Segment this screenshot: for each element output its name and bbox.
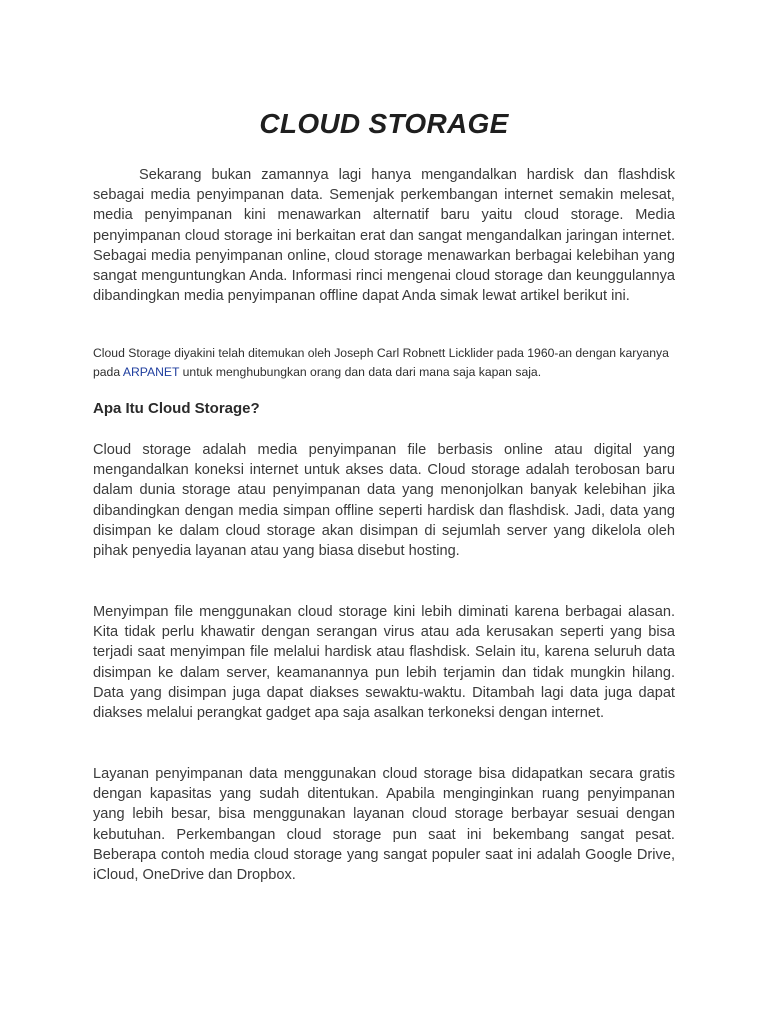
body-paragraph: Cloud storage adalah media penyimpanan file berbasis online atau digital yang mengandalkan koneksi internet untuk akses data. Cloud storage adalah terobosan baru dalam dunia storage atau penyimpanan data yang menonjolkan banyak kelebihan jika dibandingkan dengan media simpan offline seperti hardisk dan flashdisk. Jadi, data yang disimpan ke dalam cloud storage akan disimpan di sejumlah server yang dikelola oleh pihak penyedia layanan atau yang biasa disebut hosting.: [93, 442, 675, 560]
page-title: CLOUD STORAGE: [259, 108, 509, 139]
body-paragraph: Menyimpan file menggunakan cloud storage kini lebih diminati karena berbagai alasan. Kita tidak perlu khawatir dengan serangan virus atau ada kerusakan seperti yang bisa terjadi saat menyimpan file melalui hardisk atau flashdisk. Selain itu, karena seluruh data disimpan ke dalam server, keamanannya pun lebih terjamin dan tidak mungkin hilang. Data yang disimpan juga dapat diakses sewaktu-waktu. Ditambah lagi data juga dapat diakses melalui perangkat gadget apa saja asalkan terkoneksi dengan internet.: [93, 604, 675, 722]
body-paragraph: Layanan penyimpanan data menggunakan cloud storage bisa didapatkan secara gratis dengan kapasitas yang sudah ditentukan. Apabila menginginkan ruang penyimpanan yang lebih besar, bisa menggunakan layanan cloud storage berbayar sesuai dengan kebutuhan. Perkembangan cloud storage pun saat ini bekembang sangat pesat. Beberapa contoh media cloud storage yang sangat populer saat ini adalah Google Drive, iCloud, OneDrive dan Dropbox.: [93, 766, 675, 884]
note-text-after: untuk menghubungkan orang dan data dari mana saja kapan saja.: [179, 365, 542, 379]
intro-paragraph: Sekarang bukan zamannya lagi hanya mengandalkan hardisk dan flashdisk sebagai media penyimpanan data. Semenjak perkembangan internet semakin melesat, media penyimpanan kini menawarkan alternatif baru yaitu cloud storage. Media penyimpanan cloud storage ini berkaitan erat dan sangat mengandalkan jaringan internet. Sebagai media penyimpanan online, cloud storage menawarkan berbagai kelebihan yang sangat menguntungkan Anda. Informasi rinci mengenai cloud storage dan keunggulannya dibandingkan media penyimpanan offline dapat Anda simak lewat artikel berikut ini.: [93, 167, 675, 305]
history-note: [93, 344, 675, 382]
arpanet-link[interactable]: ARPANET: [122, 365, 180, 379]
section-heading: Apa Itu Cloud Storage?: [93, 400, 260, 417]
note-text-before: Cloud Storage diyakini telah ditemukan oleh Joseph Carl Robnett Licklider pada 1960-an dengan karyanya pada: [93, 346, 669, 379]
